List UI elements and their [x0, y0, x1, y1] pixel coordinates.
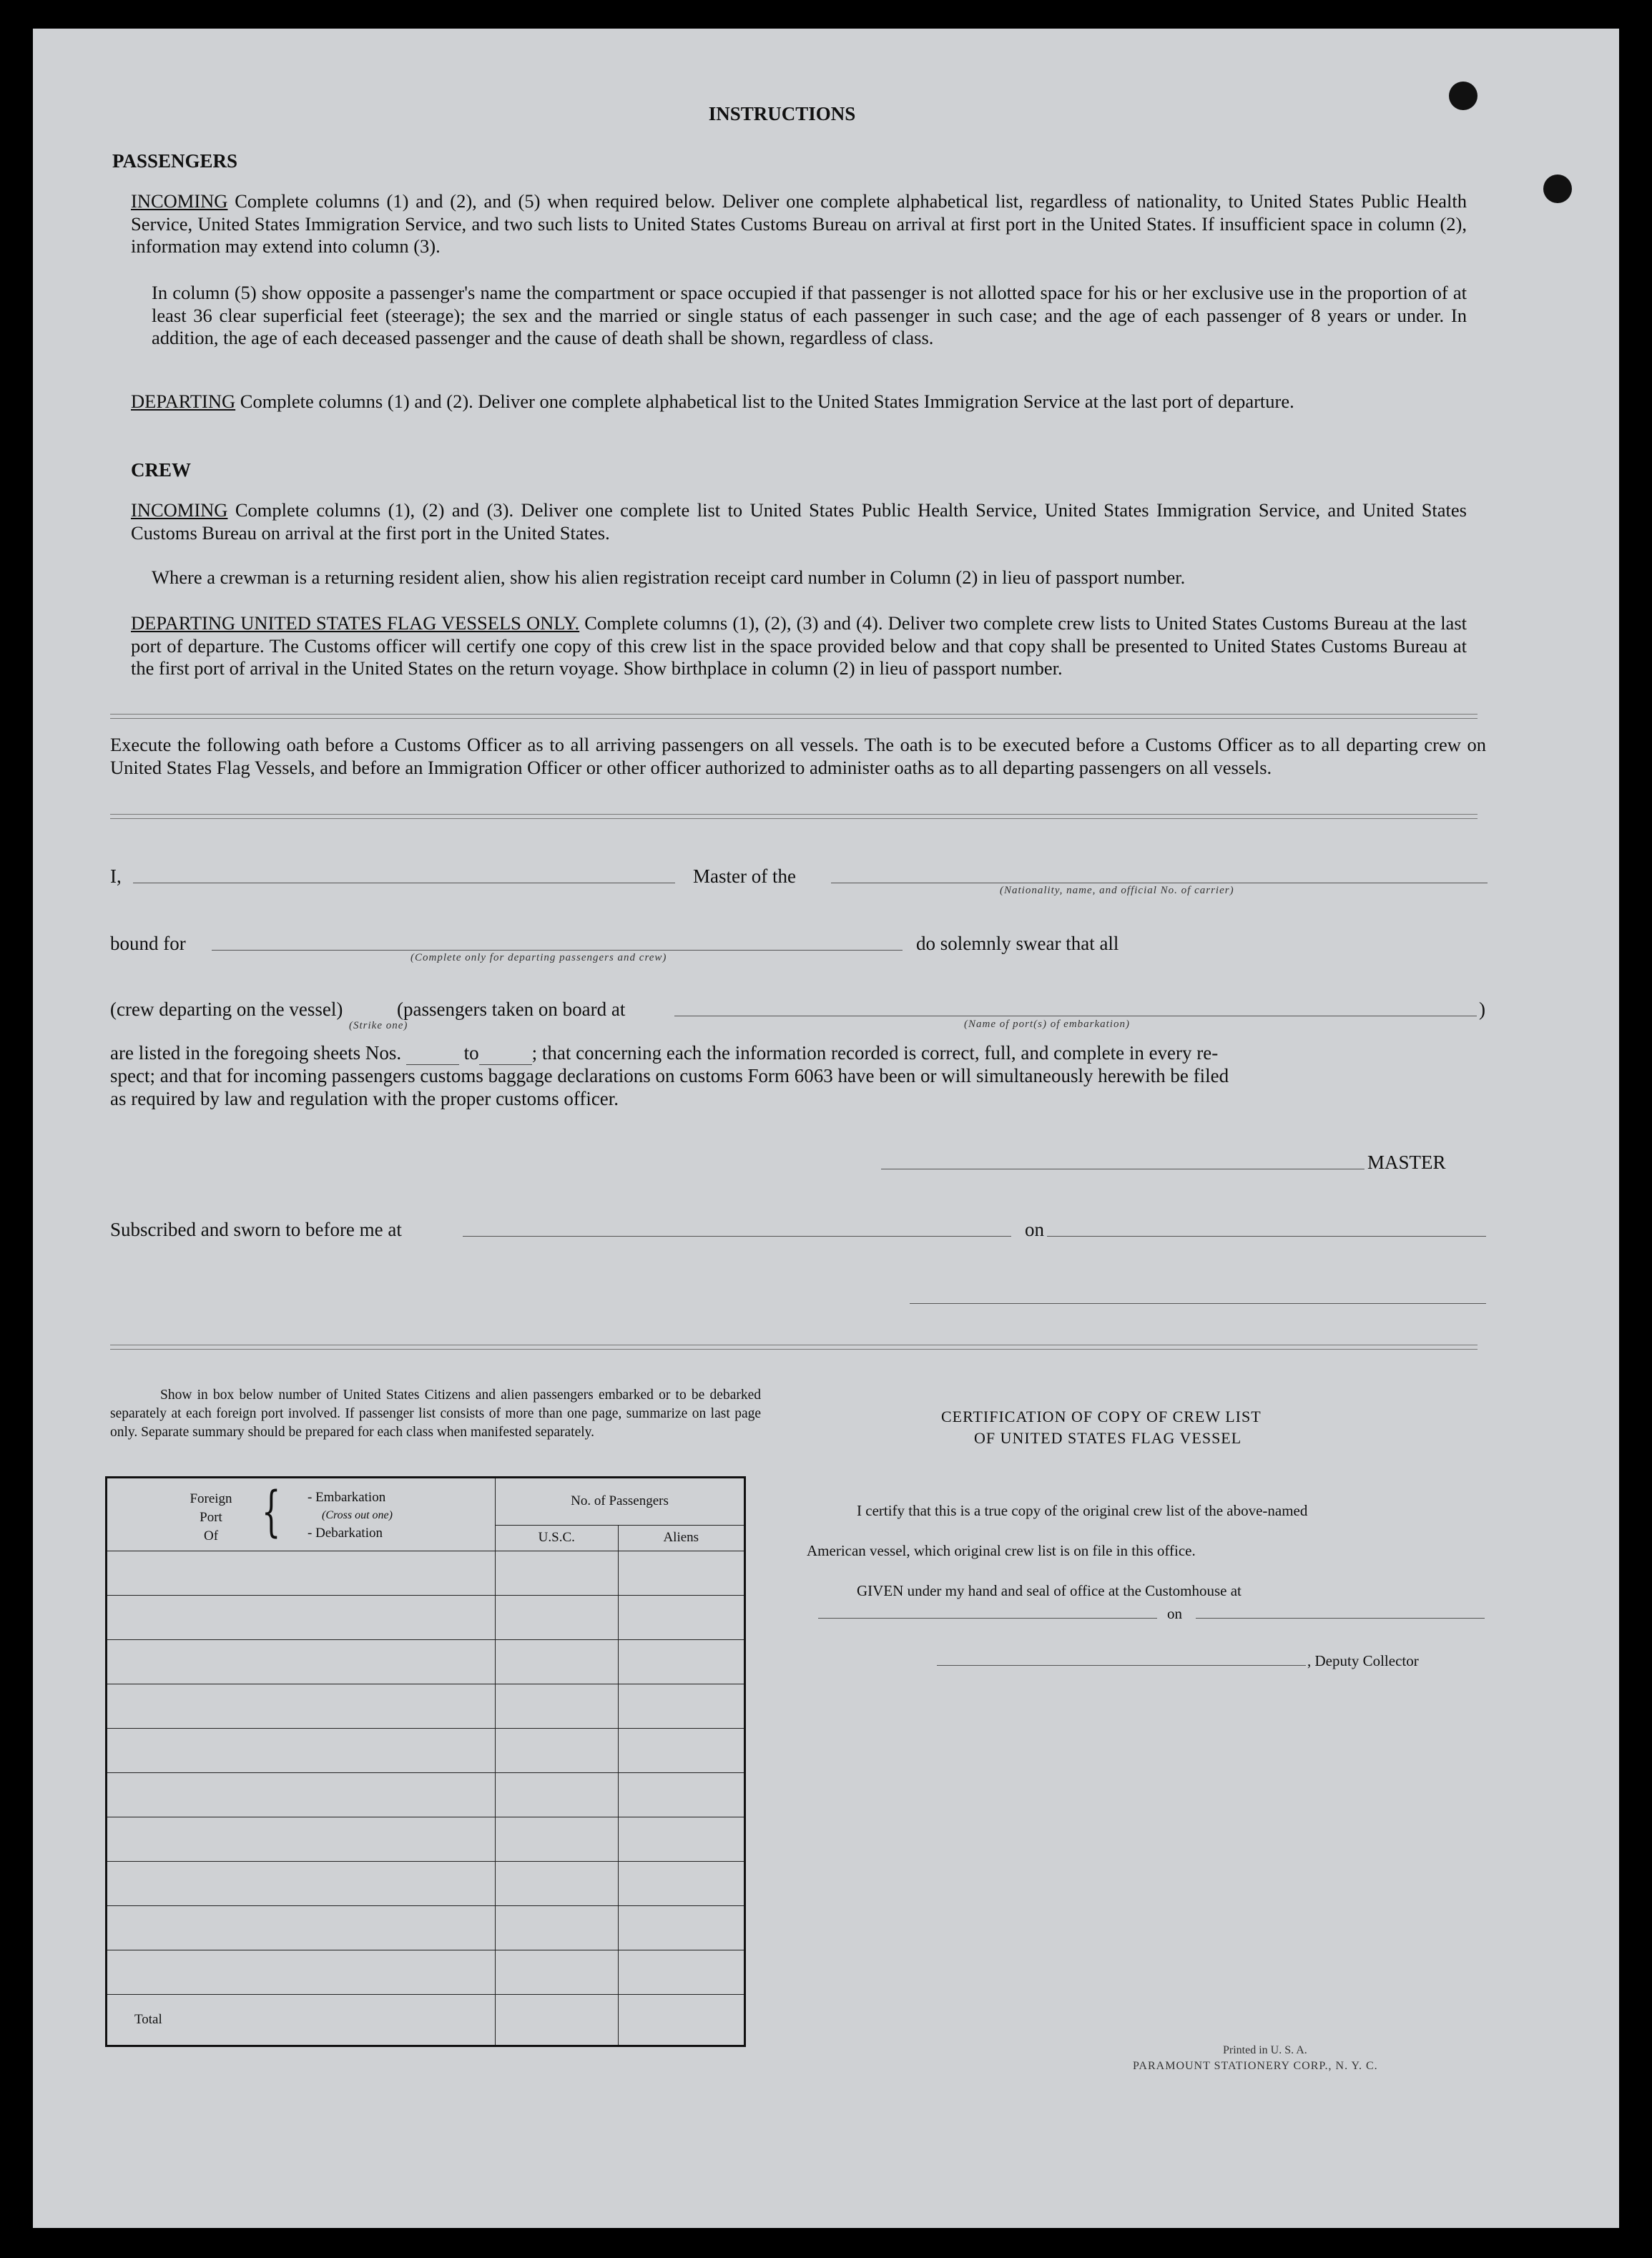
bound-for-field[interactable] [212, 950, 903, 951]
passengers-incoming-paragraph [131, 190, 1467, 258]
listed-line-2: spect; and that for incoming passengers customs baggage declarations on customs Form 6063 have been or will simultaneously herewith be filed [110, 1065, 1229, 1086]
passengers-incoming-text: Complete columns (1) and (2), and (5) when required below. Deliver one complete alphabetical list, regardless of nationality, to United States Public Health Service, United States Immigration Service, and two such lists to United States Customs Bureau on arrival at first port in the United States. If insufficient space in column (2), information may extend into column (3). [131, 190, 1467, 257]
aliens-cell[interactable] [618, 1817, 744, 1862]
crew-departing-text: Complete columns (1), (2), (3) and (4). Deliver two complete crew lists to United States Customs Bureau at the last port of departure. The Customs officer will certify one copy of this crew list in the space provided below and that copy shall be presented to United States Customs Bureau at the first port of arrival in the United States on the return voyage. Show birthplace in column (2) in lieu of passport number. [131, 612, 1467, 679]
printer-line-1: Printed in U. S. A. [1223, 2044, 1307, 2056]
certification-title-2: OF UNITED STATES FLAG VESSEL [974, 1429, 1242, 1447]
aliens-cell[interactable] [618, 1950, 744, 1995]
to-label: to [463, 1042, 479, 1064]
passengers-departing-text: Complete columns (1) and (2). Deliver one complete alphabetical list to the United States Immigration Service at the last port of departure. [235, 391, 1294, 412]
passengers-taken-option: (passengers taken on board at [397, 998, 626, 1020]
usc-cell[interactable] [496, 1950, 618, 1995]
table-row [107, 1596, 745, 1640]
crew-departing-option: (crew departing on the vessel) [110, 998, 343, 1020]
passengers-column5-paragraph: In column (5) show opposite a passenger's name the compartment or space occupied if that passenger is not allotted space for his or her exclusive use in the proportion of at least 36 clear superficial feet (steerage); the sex and the married or single status of each passenger in such case; and the age of each passenger of 8 years or under. In addition, the age of each deceased passenger and the cause of death shall be shown, regardless of class. [152, 282, 1467, 348]
aliens-cell[interactable] [618, 1551, 744, 1596]
table-row [107, 1950, 745, 1995]
brace-icon: { [261, 1479, 281, 1543]
subscribed-on-label: on [1025, 1219, 1044, 1240]
usc-cell[interactable] [496, 1729, 618, 1773]
aliens-cell[interactable] [618, 1640, 744, 1684]
crew-returning-paragraph: Where a crewman is a returning resident alien, show his alien registration receipt card number in Column (2) in lieu of passport number. [152, 566, 1186, 588]
port-header-cell [107, 1478, 496, 1551]
table-row [107, 1773, 745, 1817]
total-label: Total [134, 2012, 162, 2027]
table-row [107, 1906, 745, 1950]
deputy-signature-field[interactable] [937, 1665, 1306, 1666]
crew-incoming-paragraph [131, 499, 1467, 544]
total-usc-cell[interactable] [496, 1995, 618, 2046]
subscribed-date-field[interactable] [1047, 1236, 1486, 1237]
aliens-header: Aliens [618, 1525, 744, 1551]
aliens-cell[interactable] [618, 1684, 744, 1729]
passengers-incoming-label: INCOMING [131, 190, 228, 212]
crew-incoming-label: INCOMING [131, 499, 228, 521]
sheet-to-field[interactable] [479, 1042, 532, 1065]
total-label-cell [107, 1995, 496, 2046]
strike-one-hint: (Strike one) [349, 1020, 408, 1031]
embarkation-label: - Embarkation [308, 1490, 386, 1505]
aliens-cell[interactable] [618, 1729, 744, 1773]
customhouse-field[interactable] [818, 1618, 1157, 1619]
port-cell[interactable] [107, 1817, 496, 1862]
passengers-departing-label: DEPARTING [131, 391, 236, 412]
instructions-heading: INSTRUCTIONS [708, 103, 856, 124]
bound-for-hint: (Complete only for departing passengers and crew) [410, 952, 667, 963]
passengers-departing-paragraph [131, 391, 1467, 413]
separator-3 [110, 1345, 1478, 1350]
table-row [107, 1684, 745, 1729]
listed-line-3: as required by law and regulation with the proper customs officer. [110, 1088, 619, 1109]
certification-line-1: I certify that this is a true copy of the original crew list of the above-named [857, 1502, 1308, 1519]
embarkation-hint: (Name of port(s) of embarkation) [964, 1018, 1130, 1030]
crew-departing-label: DEPARTING UNITED STATES FLAG VESSELS ONLY. [131, 612, 580, 634]
bound-for-label: bound for [110, 933, 186, 954]
table-row [107, 1862, 745, 1906]
officer-signature-field[interactable] [910, 1303, 1486, 1304]
separator-2 [110, 814, 1478, 819]
swear-label: do solemnly swear that all [916, 933, 1119, 954]
usc-cell[interactable] [496, 1551, 618, 1596]
total-aliens-cell[interactable] [618, 1995, 744, 2046]
total-row [107, 1995, 745, 2046]
carrier-hint: (Nationality, name, and official No. of carrier) [1000, 885, 1234, 896]
col-port-label: Port [200, 1510, 222, 1525]
usc-cell[interactable] [496, 1862, 618, 1906]
close-paren: ) [1479, 998, 1485, 1020]
separator-1 [110, 714, 1478, 719]
aliens-cell[interactable] [618, 1862, 744, 1906]
form-page [33, 29, 1619, 2228]
aliens-cell[interactable] [618, 1906, 744, 1950]
certification-title-1: CERTIFICATION OF COPY OF CREW LIST [941, 1408, 1262, 1425]
usc-header: U.S.C. [496, 1525, 618, 1551]
no-passengers-header: No. of Passengers [496, 1478, 745, 1526]
col-of-label: Of [203, 1528, 219, 1543]
usc-cell[interactable] [496, 1817, 618, 1862]
usc-cell[interactable] [496, 1906, 618, 1950]
subscribed-label: Subscribed and sworn to before me at [110, 1219, 402, 1240]
subscribed-place-field[interactable] [463, 1236, 1011, 1237]
certification-line-2: American vessel, which original crew list is on file in this office. [807, 1542, 1196, 1559]
table-row [107, 1817, 745, 1862]
port-cell[interactable] [107, 1906, 496, 1950]
certification-date-field[interactable] [1196, 1618, 1485, 1619]
usc-cell[interactable] [496, 1684, 618, 1729]
listed-line-1 [110, 1042, 1486, 1065]
port-cell[interactable] [107, 1684, 496, 1729]
crew-incoming-text: Complete columns (1), (2) and (3). Deliver one complete list to United States Public Health Service, United States Immigration Service, and United States Customs Bureau on arrival at the first port in the United States. [131, 499, 1467, 544]
port-cell[interactable] [107, 1729, 496, 1773]
listed-prefix: are listed in the foregoing sheets Nos. [110, 1042, 402, 1064]
punch-hole-right [1543, 175, 1572, 203]
aliens-cell[interactable] [618, 1596, 744, 1640]
port-cell[interactable] [107, 1862, 496, 1906]
certification-on-label: on [1167, 1605, 1182, 1622]
crew-departing-paragraph [131, 612, 1467, 680]
crew-title: CREW [131, 459, 192, 481]
oath-i-label: I, [110, 865, 122, 887]
port-cell[interactable] [107, 1950, 496, 1995]
aliens-cell[interactable] [618, 1773, 744, 1817]
summary-note: Show in box below number of United States Citizens and alien passengers embarked or to be debarked separately at each foreign port involved. If passenger list consists of more than one page, summarize on last page only. Separate summary should be prepared for each class when manifested separately. [110, 1388, 761, 1440]
usc-cell[interactable] [496, 1596, 618, 1640]
table-row [107, 1551, 745, 1596]
sheet-from-field[interactable] [406, 1042, 459, 1065]
debarkation-label: - Debarkation [308, 1526, 383, 1541]
listed-rest: ; that concerning each the information recorded is correct, full, and complete in every re- [531, 1042, 1219, 1064]
printer-line-2: PARAMOUNT STATIONERY CORP., N. Y. C. [1133, 2060, 1378, 2072]
passenger-summary-table [105, 1476, 746, 2047]
oath-master-of-label: Master of the [693, 865, 796, 887]
deputy-collector-label: , Deputy Collector [1307, 1652, 1419, 1669]
table-row [107, 1640, 745, 1684]
port-cell[interactable] [107, 1773, 496, 1817]
cross-out-label: (Cross out one) [322, 1509, 393, 1521]
table-row [107, 1729, 745, 1773]
port-cell[interactable] [107, 1551, 496, 1596]
table-header-row-1 [107, 1478, 745, 1526]
master-label: MASTER [1367, 1152, 1446, 1173]
port-cell[interactable] [107, 1596, 496, 1640]
oath-intro-paragraph: Execute the following oath before a Customs Officer as to all arriving passengers on all vessels. The oath is to be executed before a Customs Officer as to all departing crew on United States Flag Vessels, and before an Immigration Officer or other officer authorized to administer oaths as to all departing passengers on all vessels. [110, 734, 1486, 778]
usc-cell[interactable] [496, 1773, 618, 1817]
certification-line-3: GIVEN under my hand and seal of office at the Customhouse at [857, 1582, 1242, 1599]
port-cell[interactable] [107, 1640, 496, 1684]
passengers-title: PASSENGERS [112, 150, 238, 172]
col-foreign-label: Foreign [190, 1491, 232, 1506]
usc-cell[interactable] [496, 1640, 618, 1684]
